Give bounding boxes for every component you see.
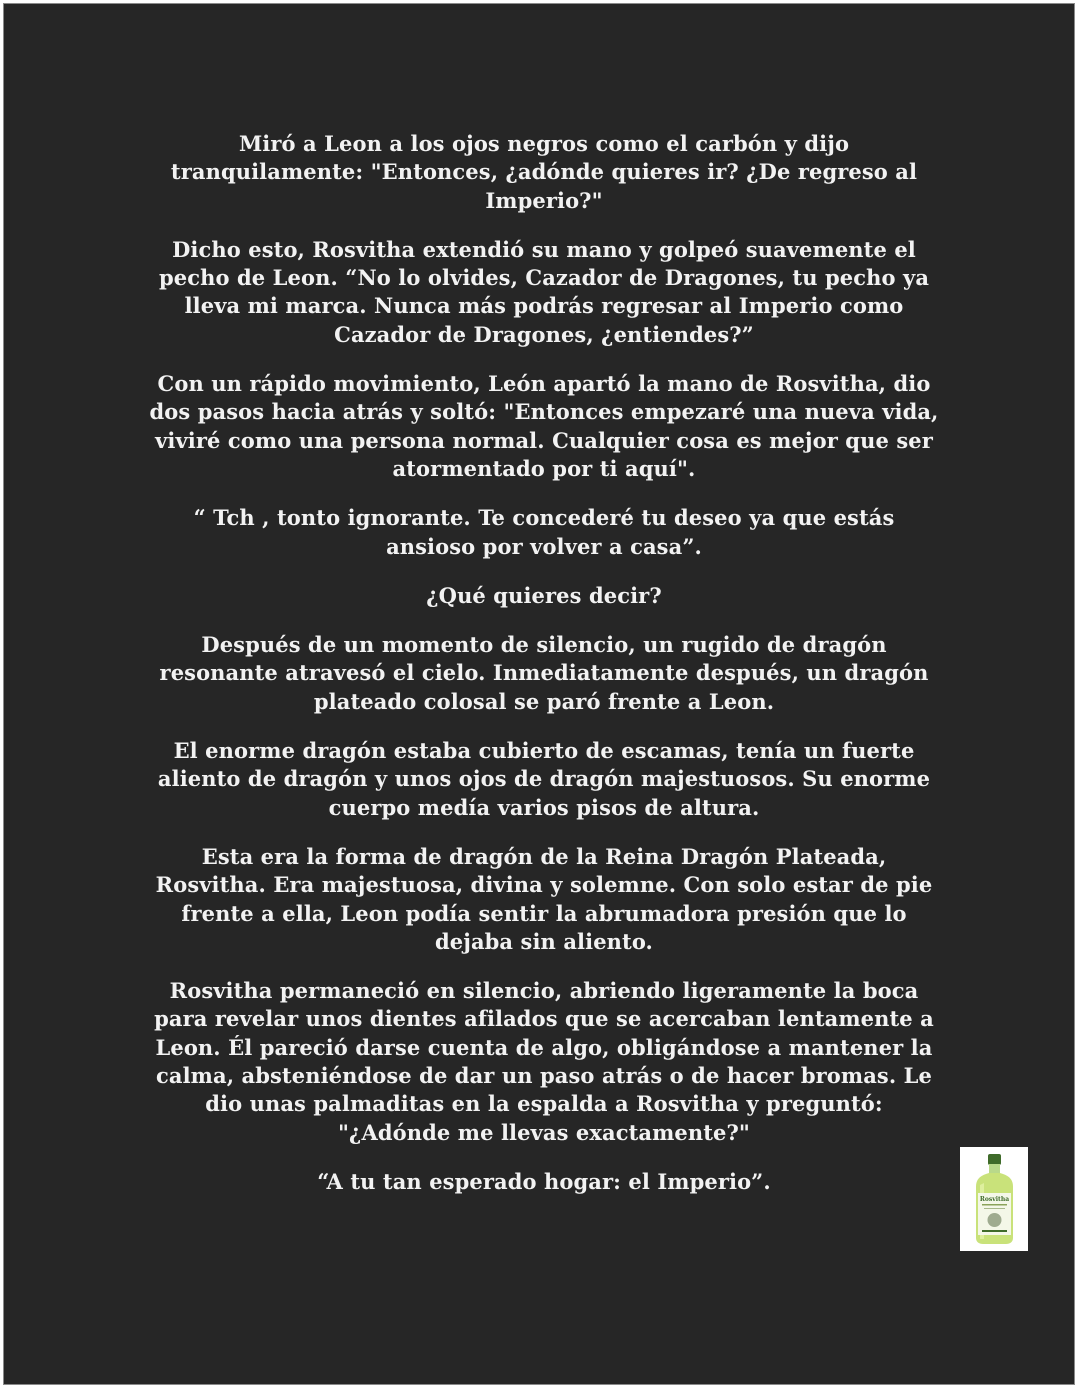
paragraph-9: Rosvitha permaneció en silencio, abriendo ligeramente la boca para revelar unos dientes afilados que se acercaban lentamente a Leon. Él pareció darse cuenta de algo, obligándose a mantener la calma, absteniéndose de dar un paso atrás o de hacer bromas. Le dio unas palmaditas en la espalda a Rosvitha y preguntó: "¿Adónde me llevas exactamente?" xyxy=(154,978,934,1145)
page-frame xyxy=(3,3,1075,1385)
paragraph-6: Después de un momento de silencio, un rugido de dragón resonante atravesó el cielo. Inmediatamente después, un dragón plateado colosal se paró frente a Leon. xyxy=(159,632,929,714)
paragraph-7: El enorme dragón estaba cubierto de escamas, tenía un fuerte aliento de dragón y unos ojos de dragón majestuosos. Su enorme cuerpo medía varios pisos de altura. xyxy=(157,738,931,820)
paragraph-2: Dicho esto, Rosvitha extendió su mano y golpeó suavemente el pecho de Leon. “No lo olvides, Cazador de Dragones, tu pecho ya lleva mi marca. Nunca más podrás regresar al Imperio como Cazador de Dragones, ¿entiendes?” xyxy=(158,236,930,347)
paragraph-4: “ Tch , tonto ignorante. Te concederé tu deseo ya que estás ansioso por volver a casa”. xyxy=(193,505,895,559)
bottle-label: Rosvitha xyxy=(979,1196,1010,1203)
paragraph-1: Miró a Leon a los ojos negros como el carbón y dijo tranquilamente: "Entonces, ¿adónde quieres ir? ¿De regreso al Imperio?" xyxy=(170,131,918,213)
bottle-icon xyxy=(960,1147,1028,1251)
paragraph-3: Con un rápido movimiento, León apartó la mano de Rosvitha, dio dos pasos hacia atrás y soltó: "Entonces empezaré una nueva vida, viviré como una persona normal. Cualquier cosa es mejor que ser atormentado por ti aquí". xyxy=(149,371,939,481)
paragraph-5: ¿Qué quieres decir? xyxy=(426,582,662,608)
story-text xyxy=(149,130,939,1217)
paragraph-8: Esta era la forma de dragón de la Reina Dragón Plateada, Rosvitha. Era majestuosa, divina y solemne. Con solo estar de pie frente a ella, Leon podía sentir la abrumadora presión que lo dejaba sin aliento. xyxy=(155,843,933,954)
paragraph-10: “A tu tan esperado hogar: el Imperio”. xyxy=(317,1168,771,1194)
bottle-sticker xyxy=(960,1147,1028,1251)
